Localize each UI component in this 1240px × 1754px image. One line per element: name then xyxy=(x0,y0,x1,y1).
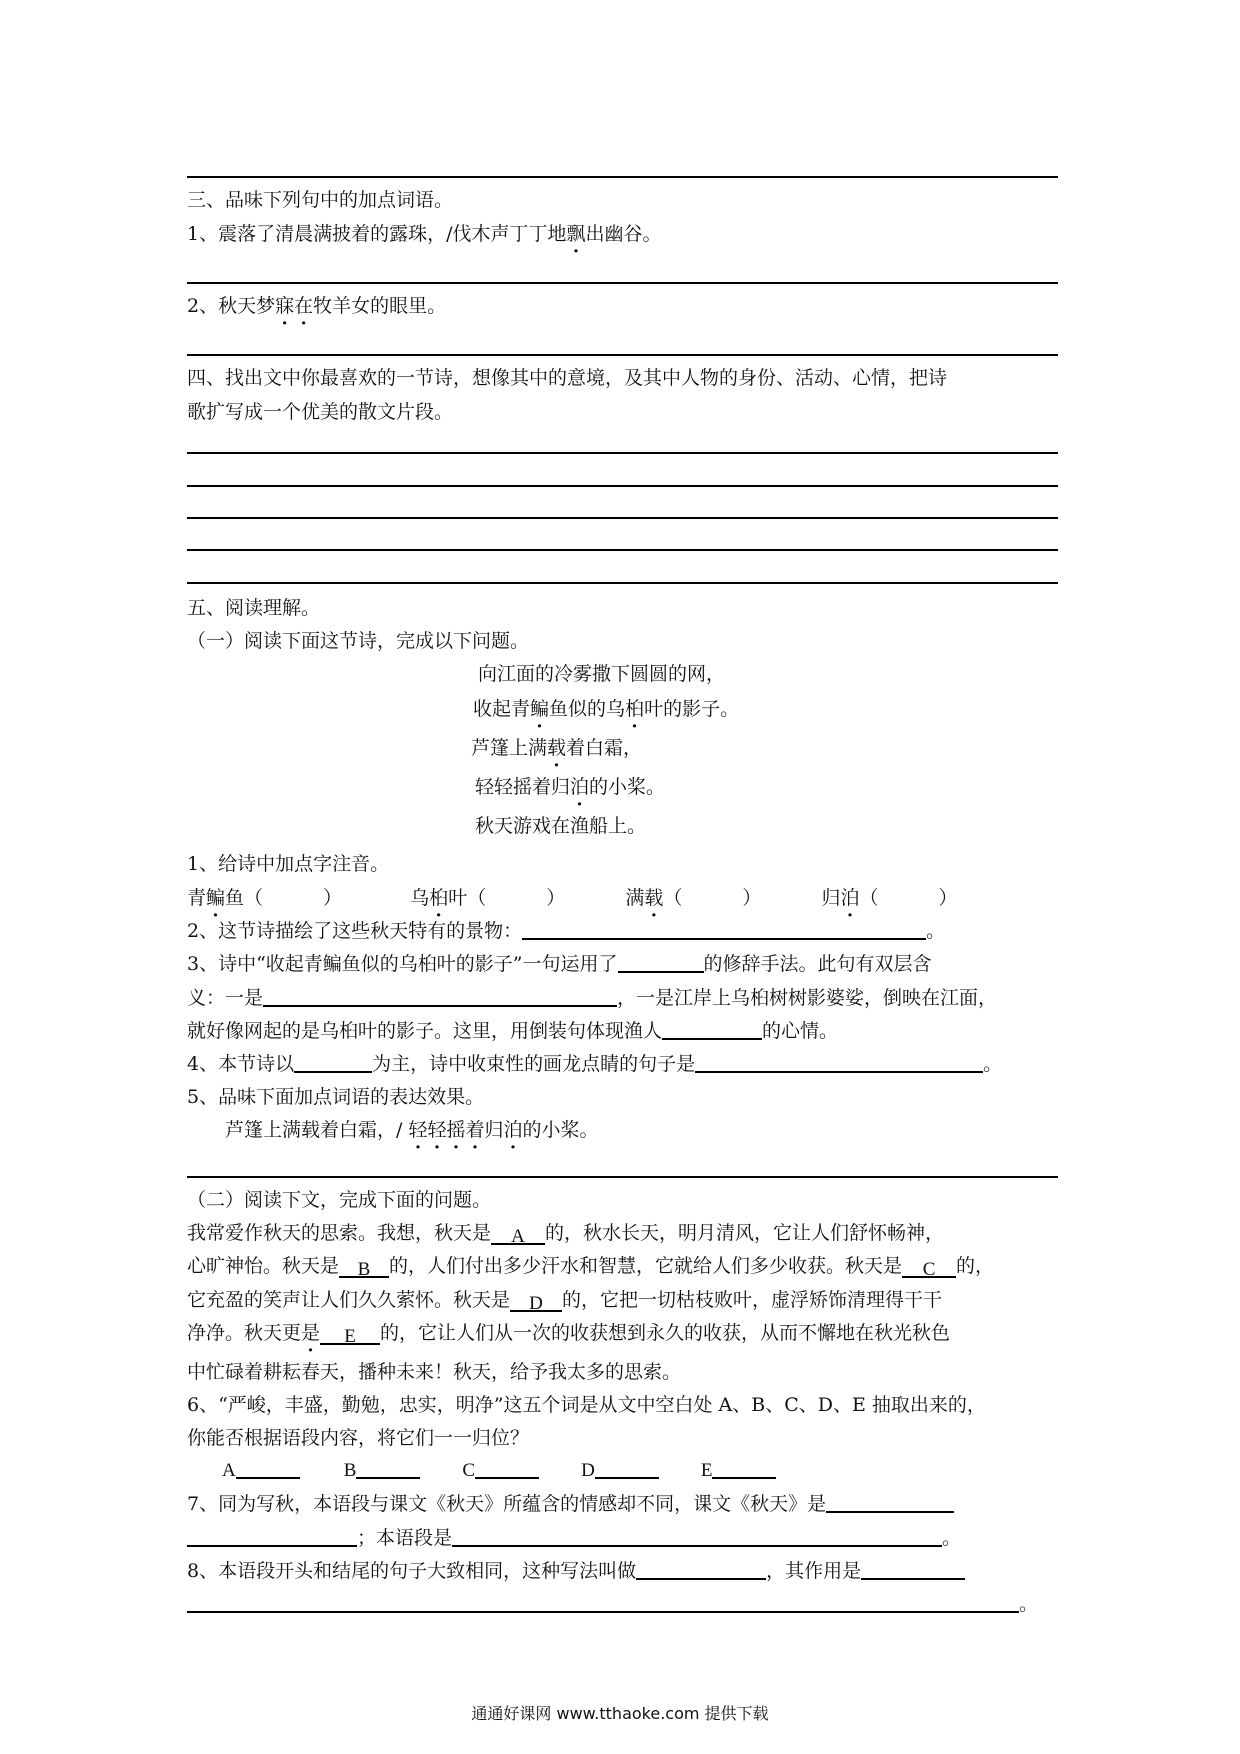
section-4-line-2: 歌扩写成一个优美的散文片段。 xyxy=(187,401,454,423)
answer-line[interactable] xyxy=(187,517,1058,519)
poem-line-2: 收起青鳊鱼似的乌桕叶的影子。 xyxy=(473,695,739,723)
pinyin-item-1: 青鳊鱼（ ） xyxy=(187,887,342,909)
answer-blank[interactable] xyxy=(452,1525,942,1547)
section-3-title: 三、品味下列句中的加点词语。 xyxy=(187,189,454,211)
s5-question-3-line-2: 义：一是 ，一是江岸上乌桕树树影婆娑，倒映在江面， xyxy=(187,987,998,1009)
page-footer: 通通好课网 www.tthaoke.com 提供下载 xyxy=(471,1704,769,1723)
dotted-char: 桕 xyxy=(429,887,449,909)
answer-blank[interactable] xyxy=(263,985,617,1007)
answer-blank[interactable] xyxy=(636,1558,766,1580)
pinyin-blank[interactable] xyxy=(682,887,742,907)
s5-question-7-line-1: 7、同为写秋，本语段与课文《秋天》所蕴含的情感却不同，课文《秋天》是 xyxy=(187,1490,954,1518)
part-2-title: （二）阅读下文，完成下面的问题。 xyxy=(187,1189,492,1211)
passage-blank-a[interactable]: A xyxy=(491,1223,545,1245)
dotted-char: 轻 xyxy=(408,1119,428,1141)
q6-blank-b[interactable] xyxy=(356,1457,420,1479)
pinyin-blank[interactable] xyxy=(486,887,546,907)
s5-question-3-line-1: 3、诗中“收起青鳊鱼似的乌桕叶的影子”一句运用了 的修辞手法。此句有双层含 xyxy=(187,953,932,975)
dotted-char: 鳊 xyxy=(206,887,226,909)
poem-line-5: 秋天游戏在渔船上。 xyxy=(475,815,647,837)
s5-question-6-line-2: 你能否根据语段内容，将它们一一归位？ xyxy=(187,1427,530,1449)
answer-blank[interactable] xyxy=(861,1558,965,1580)
s5-question-5: 5、品味下面加点词语的表达效果。 xyxy=(187,1086,485,1108)
dotted-char: 泊 xyxy=(503,1119,523,1141)
passage-blank-e[interactable]: E xyxy=(320,1323,380,1345)
part-1-title: （一）阅读下面这节诗，完成以下问题。 xyxy=(187,630,530,652)
passage-line-2: 心旷神怡。秋天是 B 的，人们付出多少汗水和智慧，它就给人们多少收获。秋天是 C 的， xyxy=(187,1255,995,1280)
answer-blank[interactable] xyxy=(294,1051,372,1073)
pinyin-item-2: 乌桕叶（ ） xyxy=(410,887,565,909)
s5-question-2: 2、这节诗描绘了这些秋天特有的景物： 。 xyxy=(187,920,946,942)
passage-line-3: 它充盈的笑声让人们久久萦怀。秋天是 D 的，它把一切枯枝败叶，虚浮矫饰清理得干干 xyxy=(187,1289,943,1314)
dotted-char: 飘 xyxy=(566,223,586,245)
dotted-char: 泊 xyxy=(570,776,590,798)
answer-blank[interactable] xyxy=(826,1491,954,1513)
dotted-char: 桕 xyxy=(625,698,645,720)
passage-blank-b[interactable]: B xyxy=(339,1256,389,1278)
q6-blank-a[interactable] xyxy=(236,1457,300,1479)
dotted-char: 在 xyxy=(294,295,314,317)
q6-answer-row: A B C D E xyxy=(222,1457,776,1485)
poem-line-1: 向江面的冷雾撒下圆圆的网， xyxy=(478,663,726,685)
poem-line-3: 芦篷上满载着白霜， xyxy=(471,734,642,762)
passage-line-4: 净净。秋天更是 E 的，它让人们从一次的收获想到永久的收获，从而不懈地在秋光秋色 xyxy=(187,1319,950,1347)
answer-line[interactable] xyxy=(187,582,1058,584)
s3-question-1: 1、震落了清晨满披着的露珠，/伐木声丁丁地飘出幽谷。 xyxy=(187,220,662,248)
answer-line[interactable] xyxy=(187,549,1058,551)
answer-line[interactable] xyxy=(187,485,1058,487)
pinyin-item-3: 满载（ ） xyxy=(625,887,761,909)
answer-blank[interactable] xyxy=(187,1591,1019,1613)
pinyin-blank[interactable] xyxy=(263,887,323,907)
passage-line-1: 我常爱作秋天的思索。我想，秋天是 A 的，秋水长天，明月清风，它让人们舒怀畅神， xyxy=(187,1222,945,1247)
s5-question-1: 1、给诗中加点字注音。 xyxy=(187,853,390,875)
answer-line[interactable] xyxy=(187,354,1058,356)
passage-blank-d[interactable]: D xyxy=(510,1290,562,1312)
poem-line-4: 轻轻摇着归泊的小桨。 xyxy=(475,773,665,801)
dotted-char: 着 xyxy=(465,1119,485,1141)
dotted-char: 载 xyxy=(547,737,567,759)
s5-question-8-line-1: 8、本语段开头和结尾的句子大致相同，这种写法叫做 ，其作用是 xyxy=(187,1557,965,1585)
q6-blank-e[interactable] xyxy=(712,1457,776,1479)
pinyin-item-4: 归泊（ ） xyxy=(821,887,957,909)
s5-question-4: 4、本节诗以 为主，诗中收束性的画龙点睛的句子是 。 xyxy=(187,1053,1003,1075)
answer-blank[interactable] xyxy=(695,1051,983,1073)
answer-line[interactable] xyxy=(187,282,1058,284)
q6-blank-d[interactable] xyxy=(595,1457,659,1479)
s5-question-8-line-2: 。 xyxy=(187,1590,1038,1618)
s3-question-2: 2、秋天梦寐在牧羊女的眼里。 xyxy=(187,292,446,320)
dotted-char: 摇 xyxy=(446,1119,466,1141)
q6-blank-c[interactable] xyxy=(475,1457,539,1479)
dotted-char: 轻 xyxy=(427,1119,447,1141)
answer-line[interactable] xyxy=(187,452,1058,454)
s5-question-6-line-1: 6、“严峻，丰盛，勤勉，忠实，明净”这五个词是从文中空白处 A、B、C、D、E 抽取出来的， xyxy=(187,1394,986,1416)
top-rule xyxy=(187,176,1058,178)
section-5-title: 五、阅读理解。 xyxy=(187,597,321,619)
answer-blank[interactable] xyxy=(187,1525,357,1547)
passage-blank-c[interactable]: C xyxy=(902,1256,956,1278)
answer-blank[interactable] xyxy=(522,918,926,940)
passage-line-5: 中忙碌着耕耘春天，播种未来！秋天，给予我太多的思索。 xyxy=(187,1361,682,1383)
dotted-char: 鳊 xyxy=(530,698,550,720)
answer-blank[interactable] xyxy=(618,951,704,973)
dotted-char: 是 xyxy=(301,1322,321,1344)
answer-line[interactable] xyxy=(187,1176,1058,1178)
dotted-char: 泊 xyxy=(840,887,860,909)
dotted-char: 寐 xyxy=(275,295,295,317)
s5-question-3-line-3: 就好像网起的是乌桕叶的影子。这里，用倒装句体现渔人 的心情。 xyxy=(187,1020,839,1042)
pinyin-blank[interactable] xyxy=(879,887,939,907)
s5-question-5-line: 芦篷上满载着白霜，/ 轻轻摇着归泊的小桨。 xyxy=(225,1116,599,1144)
pinyin-row xyxy=(187,884,958,912)
s5-question-7-line-2: ；本语段是 。 xyxy=(187,1524,961,1552)
answer-blank[interactable] xyxy=(662,1018,762,1040)
section-4-line-1: 四、找出文中你最喜欢的一节诗，想像其中的意境，及其中人物的身份、活动、心情，把诗 xyxy=(187,367,948,389)
dotted-char: 载 xyxy=(644,887,664,909)
